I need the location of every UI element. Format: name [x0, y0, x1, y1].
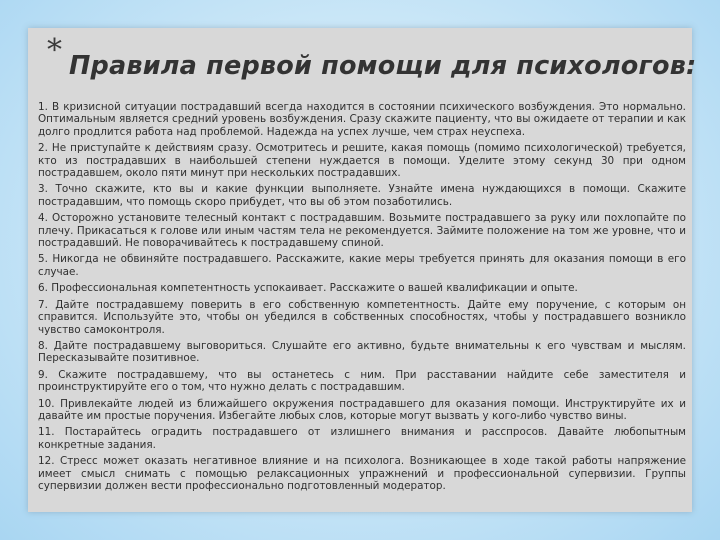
- title-bullet-asterisk: *: [47, 33, 62, 68]
- slide-title: Правила первой помощи для психологов:: [69, 51, 697, 81]
- rule-2: 2. Не приступайте к действиям сразу. Осмотритесь и решите, какая помощь (помимо психологической) требуется, кто из пострадавших в наибольшей степени нуждается в помощи. Уделите этому секунд 30 при одном пострадавшем, около пяти минут при нескольких пострадавших.: [38, 142, 686, 180]
- rule-12: 12. Стресс может оказать негативное влияние и на психолога. Возникающее в ходе такой работы напряжение имеет смысл снимать с помощью релаксационных упражнений и профессиональной супервизии. Группы супервизии должен вести профессионально подготовленный модератор.: [38, 455, 686, 492]
- rule-11: 11. Постарайтесь оградить пострадавшего от излишнего внимания и расспросов. Давайте любопытным конкретные задания.: [38, 426, 686, 451]
- rule-7: 7. Дайте пострадавшему поверить в его собственную компетентность. Дайте ему поручение, с которым он справится. Используйте это, чтобы он убедился в собственных способностях, чтобы у пострадавшего возникло чувство самоконтроля.: [38, 298, 686, 336]
- rule-9: 9. Скажите пострадавшему, что вы останетесь с ним. При расставании найдите себе заместителя и проинструктируйте его о том, что нужно делать с пострадавшим.: [38, 368, 686, 394]
- rule-1: 1. В кризисной ситуации пострадавший всегда находится в состоянии психического возбуждения. Это нормально. Оптимальным является средний уровень возбуждения. Сразу скажите пациенту, что вы ожидаете от терапии и как долго продлится работа над проблемой. Надежда на успех лучше, чем страх неуспеха.: [38, 101, 686, 138]
- rule-5: 5. Никогда не обвиняйте пострадавшего. Расскажите, какие меры требуется принять для оказания помощи в его случае.: [38, 253, 686, 278]
- rule-8: 8. Дайте пострадавшему выговориться. Слушайте его активно, будьте внимательны к его чувствам и мыслям. Пересказывайте позитивное.: [38, 339, 686, 365]
- rule-6: 6. Профессиональная компетентность успокаивает. Расскажите о вашей квалификации и опыте.: [38, 282, 578, 295]
- title-row: [47, 33, 700, 88]
- rule-10: 10. Привлекайте людей из ближайшего окружения пострадавшего для оказания помощи. Инструктируйте их и давайте им простые поручения. Избегайте любых слов, которые могут вызвать у кого-либо чувство вины.: [38, 397, 686, 422]
- rule-4: 4. Осторожно установите телесный контакт с пострадавшим. Возьмите пострадавшего за руку или похлопайте по плечу. Прикасаться к голове или иным частям тела не рекомендуется. Займите положение на том же уровне, что и пострадавший. Не поворачивайтесь к пострадавшему спиной.: [38, 212, 686, 250]
- rules-list: [38, 101, 686, 496]
- rule-3: 3. Точно скажите, кто вы и какие функции выполняете. Узнайте имена нуждающихся в помощи. Скажите пострадавшим, что помощь скоро прибудет, что вы об этом позаботились.: [38, 183, 686, 208]
